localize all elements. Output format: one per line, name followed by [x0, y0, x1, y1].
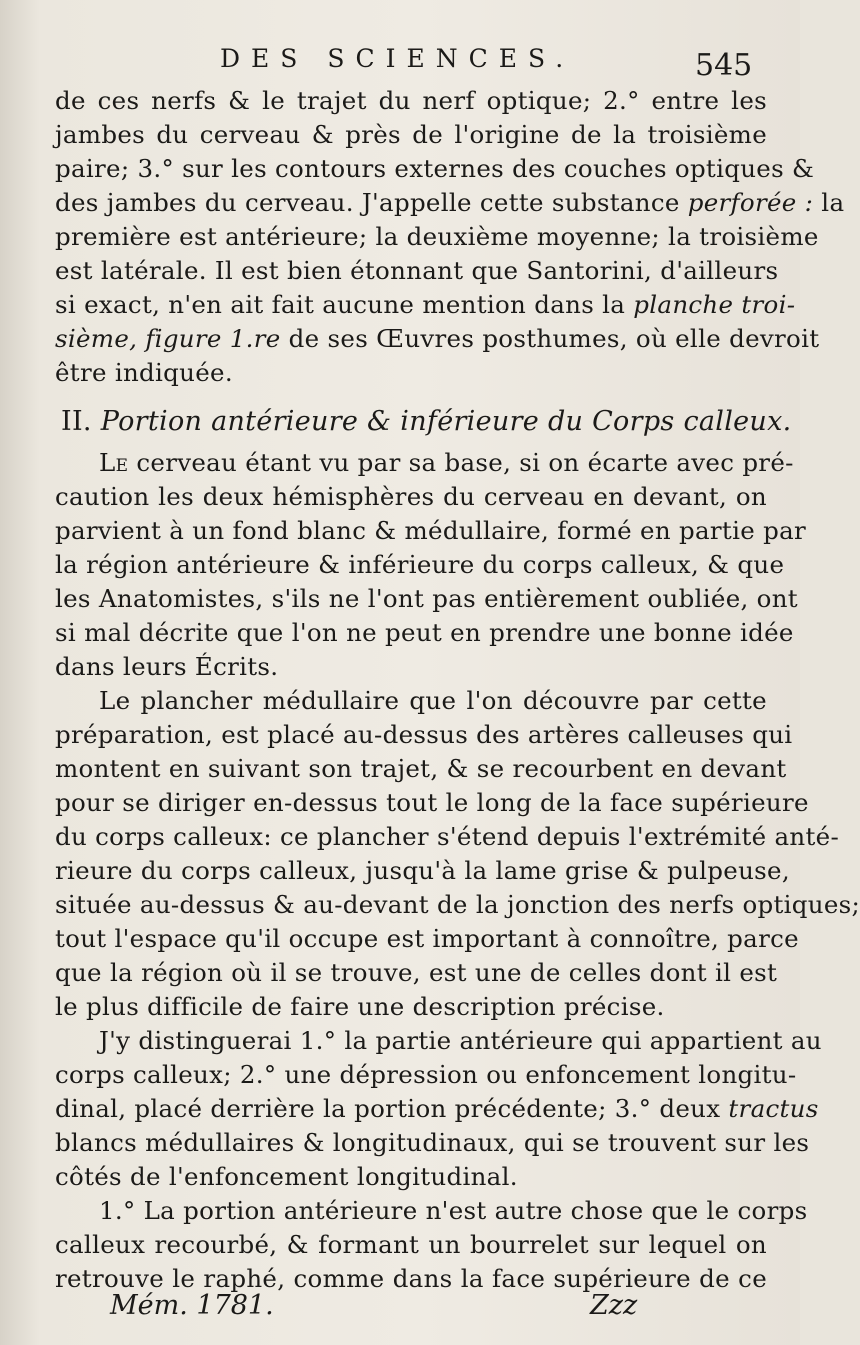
italic-term: tractus: [728, 1094, 819, 1123]
text-line: les Anatomistes, s'ils ne l'ont pas entièrement oubliée, ont: [55, 584, 798, 613]
text-line: jambes du cerveau & près de l'origine de la troisième: [55, 120, 767, 149]
paragraph-4: [55, 1024, 822, 1194]
text-line: blancs médullaires & longitudinaux, qui se trouvent sur les: [55, 1128, 810, 1157]
text-line: [55, 322, 820, 356]
text-segment: cerveau étant vu par sa base, si on écarte avec pré-: [128, 448, 794, 477]
paragraph-5: [55, 1194, 808, 1296]
text-line: retrouve le raphé, comme dans la face supérieure de ce: [55, 1264, 767, 1293]
text-line: préparation, est placé au-dessus des artères calleuses qui: [55, 720, 793, 749]
text-line: rieure du corps calleux, jusqu'à la lame grise & pulpeuse,: [55, 856, 790, 885]
text-line: [55, 1092, 819, 1126]
text-line: caution les deux hémisphères du cerveau en devant, on: [55, 482, 767, 511]
text-segment: des jambes du cerveau. J'appelle cette substance: [55, 188, 688, 217]
paragraph-2: [55, 446, 806, 684]
text-line: tout l'espace qu'il occupe est important à connoître, parce: [55, 924, 799, 953]
text-segment: la: [813, 188, 845, 217]
page-header: [0, 42, 800, 82]
text-line: [55, 288, 796, 322]
text-segment: de ses Œuvres posthumes, où elle devroit: [280, 324, 820, 353]
text-line: corps calleux; 2.° une dépression ou enfoncement longitu-: [55, 1060, 797, 1089]
signature-mark: Mém. 1781.: [110, 1290, 274, 1321]
opening-word: Le: [99, 448, 129, 477]
text-line: J'y distinguerai 1.° la partie antérieure qui appartient au: [99, 1026, 822, 1055]
text-line: [55, 186, 845, 220]
text-line: le plus difficile de faire une description précise.: [55, 992, 665, 1021]
italic-term: sième, figure 1.re: [55, 324, 281, 353]
text-line: que la région où il se trouve, est une de celles dont il est: [55, 958, 778, 987]
text-line: est latérale. Il est bien étonnant que Santorini, d'ailleurs: [55, 256, 779, 285]
text-line: être indiquée.: [55, 358, 233, 387]
paragraph-1: [55, 84, 845, 390]
page-number: 545: [695, 48, 753, 83]
text-line: côtés de l'enfoncement longitudinal.: [55, 1162, 518, 1191]
italic-term: planche troi-: [633, 290, 796, 319]
text-line: montent en suivant son trajet, & se recourbent en devant: [55, 754, 787, 783]
section-title-text: Portion antérieure & inférieure du Corps calleux.: [100, 406, 792, 437]
section-heading: [55, 394, 792, 446]
text-line: première est antérieure; la deuxième moyenne; la troisième: [55, 222, 819, 251]
gathering-mark: Zzz: [590, 1290, 638, 1321]
text-line: située au-dessus & au-devant de la jonction des nerfs optiques;: [55, 890, 860, 919]
italic-term: perforée :: [687, 188, 814, 217]
text-line: la région antérieure & inférieure du corps calleux, & que: [55, 550, 785, 579]
text-line: [55, 446, 794, 480]
text-line: Le plancher médullaire que l'on découvre par cette: [99, 686, 767, 715]
section-number: II.: [61, 406, 92, 437]
text-line: dans leurs Écrits.: [55, 652, 279, 681]
text-line: parvient à un fond blanc & médullaire, formé en partie par: [55, 516, 806, 545]
text-line: paire; 3.° sur les contours externes des couches optiques &: [55, 154, 815, 183]
text-line: si mal décrite que l'on ne peut en prendre une bonne idée: [55, 618, 794, 647]
text-line: de ces nerfs & le trajet du nerf optique; 2.° entre les: [55, 86, 767, 115]
text-line: du corps calleux: ce plancher s'étend depuis l'extrémité anté-: [55, 822, 840, 851]
paragraph-3: [55, 684, 860, 1024]
page-footer: [0, 1290, 800, 1330]
text-segment: si exact, n'en ait fait aucune mention dans la: [55, 290, 634, 319]
text-line: calleux recourbé, & formant un bourrelet sur lequel on: [55, 1230, 767, 1259]
text-line: 1.° La portion antérieure n'est autre chose que le corps: [99, 1196, 808, 1225]
text-line: pour se diriger en-dessus tout le long de la face supérieure: [55, 788, 809, 817]
text-segment: dinal, placé derrière la portion précédente; 3.° deux: [55, 1094, 729, 1123]
running-head: DES SCIENCES.: [220, 44, 575, 73]
body-text: [55, 84, 860, 1296]
